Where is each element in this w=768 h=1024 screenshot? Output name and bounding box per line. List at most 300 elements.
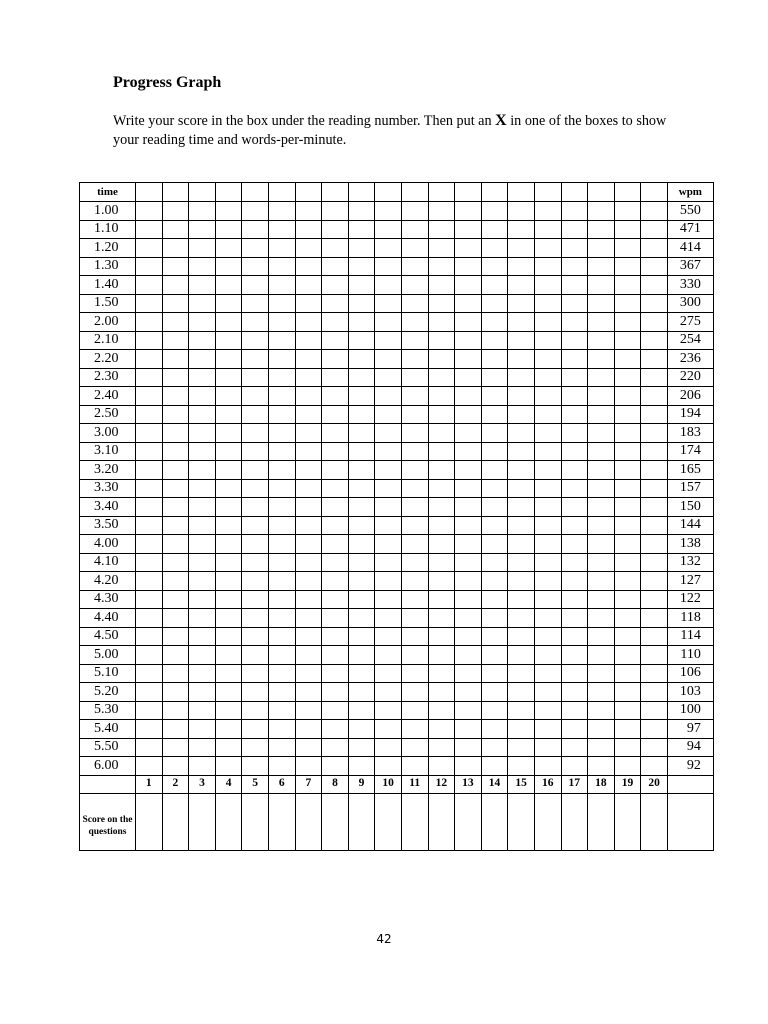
- grid-cell[interactable]: [162, 627, 189, 646]
- grid-cell[interactable]: [508, 461, 535, 480]
- grid-cell[interactable]: [561, 627, 588, 646]
- score-input-cell[interactable]: [162, 793, 189, 850]
- grid-cell[interactable]: [481, 294, 508, 313]
- grid-cell[interactable]: [508, 442, 535, 461]
- grid-cell[interactable]: [534, 220, 561, 239]
- grid-cell[interactable]: [455, 664, 482, 683]
- grid-cell[interactable]: [242, 701, 269, 720]
- grid-cell[interactable]: [588, 646, 615, 665]
- grid-cell[interactable]: [162, 553, 189, 572]
- grid-cell[interactable]: [614, 609, 641, 628]
- grid-cell[interactable]: [455, 294, 482, 313]
- grid-cell[interactable]: [401, 368, 428, 387]
- grid-cell[interactable]: [162, 738, 189, 757]
- grid-cell[interactable]: [375, 553, 402, 572]
- grid-cell[interactable]: [162, 368, 189, 387]
- grid-cell[interactable]: [561, 405, 588, 424]
- grid-cell[interactable]: [242, 183, 269, 202]
- grid-cell[interactable]: [268, 387, 295, 406]
- grid-cell[interactable]: [508, 701, 535, 720]
- grid-cell[interactable]: [428, 294, 455, 313]
- grid-cell[interactable]: [534, 609, 561, 628]
- grid-cell[interactable]: [428, 683, 455, 702]
- grid-cell[interactable]: [322, 738, 349, 757]
- grid-cell[interactable]: [561, 220, 588, 239]
- grid-cell[interactable]: [588, 220, 615, 239]
- grid-cell[interactable]: [401, 479, 428, 498]
- grid-cell[interactable]: [242, 646, 269, 665]
- grid-cell[interactable]: [481, 738, 508, 757]
- grid-cell[interactable]: [428, 405, 455, 424]
- grid-cell[interactable]: [295, 331, 322, 350]
- grid-cell[interactable]: [641, 516, 668, 535]
- grid-cell[interactable]: [268, 294, 295, 313]
- grid-cell[interactable]: [428, 461, 455, 480]
- grid-cell[interactable]: [268, 738, 295, 757]
- grid-cell[interactable]: [322, 461, 349, 480]
- grid-cell[interactable]: [189, 294, 216, 313]
- grid-cell[interactable]: [534, 590, 561, 609]
- grid-cell[interactable]: [136, 294, 163, 313]
- grid-cell[interactable]: [614, 738, 641, 757]
- grid-cell[interactable]: [242, 609, 269, 628]
- grid-cell[interactable]: [295, 757, 322, 776]
- grid-cell[interactable]: [189, 257, 216, 276]
- grid-cell[interactable]: [295, 183, 322, 202]
- grid-cell[interactable]: [641, 757, 668, 776]
- grid-cell[interactable]: [242, 405, 269, 424]
- grid-cell[interactable]: [375, 701, 402, 720]
- grid-cell[interactable]: [455, 368, 482, 387]
- score-input-cell[interactable]: [534, 793, 561, 850]
- grid-cell[interactable]: [295, 553, 322, 572]
- grid-cell[interactable]: [348, 313, 375, 332]
- grid-cell[interactable]: [322, 498, 349, 517]
- grid-cell[interactable]: [268, 757, 295, 776]
- grid-cell[interactable]: [588, 516, 615, 535]
- grid-cell[interactable]: [428, 553, 455, 572]
- grid-cell[interactable]: [242, 387, 269, 406]
- grid-cell[interactable]: [508, 294, 535, 313]
- grid-cell[interactable]: [455, 331, 482, 350]
- grid-cell[interactable]: [588, 757, 615, 776]
- grid-cell[interactable]: [348, 239, 375, 258]
- grid-cell[interactable]: [295, 738, 322, 757]
- grid-cell[interactable]: [162, 683, 189, 702]
- grid-cell[interactable]: [481, 572, 508, 591]
- grid-cell[interactable]: [242, 461, 269, 480]
- grid-cell[interactable]: [162, 609, 189, 628]
- grid-cell[interactable]: [322, 313, 349, 332]
- grid-cell[interactable]: [348, 442, 375, 461]
- grid-cell[interactable]: [268, 313, 295, 332]
- grid-cell[interactable]: [481, 276, 508, 295]
- grid-cell[interactable]: [162, 498, 189, 517]
- grid-cell[interactable]: [401, 701, 428, 720]
- grid-cell[interactable]: [348, 331, 375, 350]
- grid-cell[interactable]: [401, 424, 428, 443]
- grid-cell[interactable]: [508, 553, 535, 572]
- grid-cell[interactable]: [136, 498, 163, 517]
- grid-cell[interactable]: [614, 627, 641, 646]
- grid-cell[interactable]: [322, 720, 349, 739]
- grid-cell[interactable]: [348, 202, 375, 221]
- grid-cell[interactable]: [561, 294, 588, 313]
- grid-cell[interactable]: [401, 535, 428, 554]
- grid-cell[interactable]: [295, 646, 322, 665]
- grid-cell[interactable]: [428, 424, 455, 443]
- grid-cell[interactable]: [215, 294, 242, 313]
- grid-cell[interactable]: [215, 590, 242, 609]
- grid-cell[interactable]: [534, 202, 561, 221]
- grid-cell[interactable]: [136, 257, 163, 276]
- grid-cell[interactable]: [162, 183, 189, 202]
- grid-cell[interactable]: [215, 239, 242, 258]
- grid-cell[interactable]: [641, 627, 668, 646]
- grid-cell[interactable]: [348, 461, 375, 480]
- grid-cell[interactable]: [375, 313, 402, 332]
- grid-cell[interactable]: [189, 535, 216, 554]
- grid-cell[interactable]: [534, 387, 561, 406]
- grid-cell[interactable]: [641, 202, 668, 221]
- grid-cell[interactable]: [189, 331, 216, 350]
- grid-cell[interactable]: [588, 461, 615, 480]
- grid-cell[interactable]: [215, 757, 242, 776]
- score-input-cell[interactable]: [242, 793, 269, 850]
- grid-cell[interactable]: [614, 387, 641, 406]
- grid-cell[interactable]: [189, 461, 216, 480]
- grid-cell[interactable]: [295, 276, 322, 295]
- grid-cell[interactable]: [561, 331, 588, 350]
- grid-cell[interactable]: [242, 239, 269, 258]
- grid-cell[interactable]: [348, 498, 375, 517]
- grid-cell[interactable]: [215, 701, 242, 720]
- grid-cell[interactable]: [295, 442, 322, 461]
- grid-cell[interactable]: [428, 479, 455, 498]
- grid-cell[interactable]: [641, 220, 668, 239]
- grid-cell[interactable]: [242, 535, 269, 554]
- grid-cell[interactable]: [375, 331, 402, 350]
- score-input-cell[interactable]: [481, 793, 508, 850]
- grid-cell[interactable]: [508, 627, 535, 646]
- grid-cell[interactable]: [534, 757, 561, 776]
- grid-cell[interactable]: [508, 609, 535, 628]
- grid-cell[interactable]: [641, 331, 668, 350]
- score-input-cell[interactable]: [588, 793, 615, 850]
- grid-cell[interactable]: [162, 757, 189, 776]
- grid-cell[interactable]: [534, 627, 561, 646]
- grid-cell[interactable]: [136, 572, 163, 591]
- grid-cell[interactable]: [189, 479, 216, 498]
- grid-cell[interactable]: [295, 257, 322, 276]
- grid-cell[interactable]: [401, 183, 428, 202]
- grid-cell[interactable]: [295, 387, 322, 406]
- grid-cell[interactable]: [189, 405, 216, 424]
- grid-cell[interactable]: [455, 424, 482, 443]
- grid-cell[interactable]: [268, 664, 295, 683]
- grid-cell[interactable]: [136, 239, 163, 258]
- grid-cell[interactable]: [348, 516, 375, 535]
- grid-cell[interactable]: [322, 627, 349, 646]
- grid-cell[interactable]: [481, 701, 508, 720]
- grid-cell[interactable]: [162, 257, 189, 276]
- grid-cell[interactable]: [481, 609, 508, 628]
- grid-cell[interactable]: [348, 683, 375, 702]
- grid-cell[interactable]: [215, 609, 242, 628]
- grid-cell[interactable]: [481, 257, 508, 276]
- grid-cell[interactable]: [641, 701, 668, 720]
- grid-cell[interactable]: [268, 646, 295, 665]
- grid-cell[interactable]: [136, 202, 163, 221]
- grid-cell[interactable]: [614, 646, 641, 665]
- grid-cell[interactable]: [162, 387, 189, 406]
- grid-cell[interactable]: [641, 442, 668, 461]
- grid-cell[interactable]: [242, 313, 269, 332]
- grid-cell[interactable]: [561, 350, 588, 369]
- grid-cell[interactable]: [508, 331, 535, 350]
- grid-cell[interactable]: [508, 239, 535, 258]
- grid-cell[interactable]: [136, 461, 163, 480]
- grid-cell[interactable]: [189, 627, 216, 646]
- grid-cell[interactable]: [242, 220, 269, 239]
- grid-cell[interactable]: [268, 461, 295, 480]
- grid-cell[interactable]: [534, 683, 561, 702]
- score-input-cell[interactable]: [295, 793, 322, 850]
- grid-cell[interactable]: [268, 516, 295, 535]
- grid-cell[interactable]: [561, 442, 588, 461]
- grid-cell[interactable]: [242, 479, 269, 498]
- grid-cell[interactable]: [136, 350, 163, 369]
- grid-cell[interactable]: [268, 572, 295, 591]
- grid-cell[interactable]: [136, 757, 163, 776]
- grid-cell[interactable]: [268, 257, 295, 276]
- grid-cell[interactable]: [428, 609, 455, 628]
- grid-cell[interactable]: [588, 442, 615, 461]
- grid-cell[interactable]: [428, 572, 455, 591]
- grid-cell[interactable]: [561, 183, 588, 202]
- grid-cell[interactable]: [641, 646, 668, 665]
- grid-cell[interactable]: [401, 276, 428, 295]
- grid-cell[interactable]: [588, 609, 615, 628]
- grid-cell[interactable]: [162, 646, 189, 665]
- score-input-cell[interactable]: [268, 793, 295, 850]
- grid-cell[interactable]: [455, 535, 482, 554]
- grid-cell[interactable]: [455, 646, 482, 665]
- grid-cell[interactable]: [534, 331, 561, 350]
- grid-cell[interactable]: [508, 257, 535, 276]
- grid-cell[interactable]: [641, 405, 668, 424]
- grid-cell[interactable]: [136, 516, 163, 535]
- grid-cell[interactable]: [614, 720, 641, 739]
- grid-cell[interactable]: [534, 720, 561, 739]
- grid-cell[interactable]: [508, 405, 535, 424]
- grid-cell[interactable]: [348, 479, 375, 498]
- grid-cell[interactable]: [614, 442, 641, 461]
- grid-cell[interactable]: [455, 461, 482, 480]
- grid-cell[interactable]: [136, 387, 163, 406]
- grid-cell[interactable]: [162, 479, 189, 498]
- grid-cell[interactable]: [481, 757, 508, 776]
- grid-cell[interactable]: [162, 535, 189, 554]
- grid-cell[interactable]: [242, 350, 269, 369]
- grid-cell[interactable]: [401, 738, 428, 757]
- grid-cell[interactable]: [162, 572, 189, 591]
- grid-cell[interactable]: [189, 220, 216, 239]
- grid-cell[interactable]: [588, 738, 615, 757]
- grid-cell[interactable]: [428, 313, 455, 332]
- score-input-cell[interactable]: [401, 793, 428, 850]
- grid-cell[interactable]: [322, 609, 349, 628]
- grid-cell[interactable]: [136, 683, 163, 702]
- grid-cell[interactable]: [375, 627, 402, 646]
- grid-cell[interactable]: [242, 498, 269, 517]
- grid-cell[interactable]: [561, 701, 588, 720]
- grid-cell[interactable]: [189, 572, 216, 591]
- grid-cell[interactable]: [614, 535, 641, 554]
- grid-cell[interactable]: [348, 572, 375, 591]
- grid-cell[interactable]: [162, 220, 189, 239]
- grid-cell[interactable]: [322, 757, 349, 776]
- grid-cell[interactable]: [534, 368, 561, 387]
- grid-cell[interactable]: [614, 757, 641, 776]
- grid-cell[interactable]: [455, 627, 482, 646]
- grid-cell[interactable]: [588, 350, 615, 369]
- grid-cell[interactable]: [561, 738, 588, 757]
- grid-cell[interactable]: [136, 609, 163, 628]
- grid-cell[interactable]: [295, 350, 322, 369]
- grid-cell[interactable]: [348, 720, 375, 739]
- grid-cell[interactable]: [455, 239, 482, 258]
- grid-cell[interactable]: [481, 313, 508, 332]
- grid-cell[interactable]: [242, 442, 269, 461]
- grid-cell[interactable]: [455, 720, 482, 739]
- grid-cell[interactable]: [401, 202, 428, 221]
- grid-cell[interactable]: [348, 294, 375, 313]
- grid-cell[interactable]: [508, 350, 535, 369]
- grid-cell[interactable]: [215, 405, 242, 424]
- grid-cell[interactable]: [508, 313, 535, 332]
- grid-cell[interactable]: [641, 183, 668, 202]
- grid-cell[interactable]: [588, 701, 615, 720]
- grid-cell[interactable]: [561, 276, 588, 295]
- grid-cell[interactable]: [588, 331, 615, 350]
- grid-cell[interactable]: [588, 183, 615, 202]
- grid-cell[interactable]: [428, 183, 455, 202]
- grid-cell[interactable]: [189, 183, 216, 202]
- grid-cell[interactable]: [481, 627, 508, 646]
- grid-cell[interactable]: [561, 239, 588, 258]
- grid-cell[interactable]: [189, 350, 216, 369]
- grid-cell[interactable]: [508, 683, 535, 702]
- grid-cell[interactable]: [189, 387, 216, 406]
- grid-cell[interactable]: [215, 479, 242, 498]
- grid-cell[interactable]: [322, 405, 349, 424]
- grid-cell[interactable]: [481, 461, 508, 480]
- grid-cell[interactable]: [322, 368, 349, 387]
- grid-cell[interactable]: [481, 387, 508, 406]
- grid-cell[interactable]: [215, 331, 242, 350]
- grid-cell[interactable]: [588, 590, 615, 609]
- grid-cell[interactable]: [348, 276, 375, 295]
- grid-cell[interactable]: [428, 202, 455, 221]
- grid-cell[interactable]: [534, 405, 561, 424]
- grid-cell[interactable]: [614, 313, 641, 332]
- grid-cell[interactable]: [614, 479, 641, 498]
- grid-cell[interactable]: [481, 720, 508, 739]
- grid-cell[interactable]: [375, 757, 402, 776]
- grid-cell[interactable]: [428, 701, 455, 720]
- grid-cell[interactable]: [242, 627, 269, 646]
- grid-cell[interactable]: [614, 239, 641, 258]
- grid-cell[interactable]: [614, 590, 641, 609]
- grid-cell[interactable]: [561, 646, 588, 665]
- grid-cell[interactable]: [268, 683, 295, 702]
- grid-cell[interactable]: [641, 461, 668, 480]
- grid-cell[interactable]: [215, 683, 242, 702]
- grid-cell[interactable]: [641, 294, 668, 313]
- grid-cell[interactable]: [189, 498, 216, 517]
- grid-cell[interactable]: [322, 701, 349, 720]
- grid-cell[interactable]: [401, 572, 428, 591]
- grid-cell[interactable]: [162, 720, 189, 739]
- grid-cell[interactable]: [588, 257, 615, 276]
- grid-cell[interactable]: [136, 646, 163, 665]
- grid-cell[interactable]: [401, 627, 428, 646]
- grid-cell[interactable]: [561, 664, 588, 683]
- grid-cell[interactable]: [401, 405, 428, 424]
- grid-cell[interactable]: [641, 720, 668, 739]
- grid-cell[interactable]: [268, 276, 295, 295]
- grid-cell[interactable]: [641, 350, 668, 369]
- grid-cell[interactable]: [295, 720, 322, 739]
- grid-cell[interactable]: [295, 368, 322, 387]
- grid-cell[interactable]: [162, 461, 189, 480]
- grid-cell[interactable]: [455, 590, 482, 609]
- grid-cell[interactable]: [614, 701, 641, 720]
- grid-cell[interactable]: [428, 664, 455, 683]
- grid-cell[interactable]: [162, 313, 189, 332]
- grid-cell[interactable]: [428, 738, 455, 757]
- grid-cell[interactable]: [401, 553, 428, 572]
- grid-cell[interactable]: [189, 701, 216, 720]
- grid-cell[interactable]: [508, 220, 535, 239]
- grid-cell[interactable]: [322, 276, 349, 295]
- grid-cell[interactable]: [401, 442, 428, 461]
- grid-cell[interactable]: [481, 331, 508, 350]
- grid-cell[interactable]: [375, 424, 402, 443]
- grid-cell[interactable]: [375, 294, 402, 313]
- grid-cell[interactable]: [428, 590, 455, 609]
- grid-cell[interactable]: [641, 609, 668, 628]
- grid-cell[interactable]: [322, 479, 349, 498]
- grid-cell[interactable]: [136, 664, 163, 683]
- grid-cell[interactable]: [242, 368, 269, 387]
- grid-cell[interactable]: [508, 572, 535, 591]
- grid-cell[interactable]: [268, 331, 295, 350]
- grid-cell[interactable]: [189, 720, 216, 739]
- grid-cell[interactable]: [534, 461, 561, 480]
- grid-cell[interactable]: [136, 424, 163, 443]
- grid-cell[interactable]: [401, 516, 428, 535]
- score-input-cell[interactable]: [375, 793, 402, 850]
- grid-cell[interactable]: [481, 368, 508, 387]
- grid-cell[interactable]: [348, 646, 375, 665]
- grid-cell[interactable]: [189, 590, 216, 609]
- grid-cell[interactable]: [242, 664, 269, 683]
- grid-cell[interactable]: [481, 350, 508, 369]
- grid-cell[interactable]: [322, 553, 349, 572]
- grid-cell[interactable]: [215, 516, 242, 535]
